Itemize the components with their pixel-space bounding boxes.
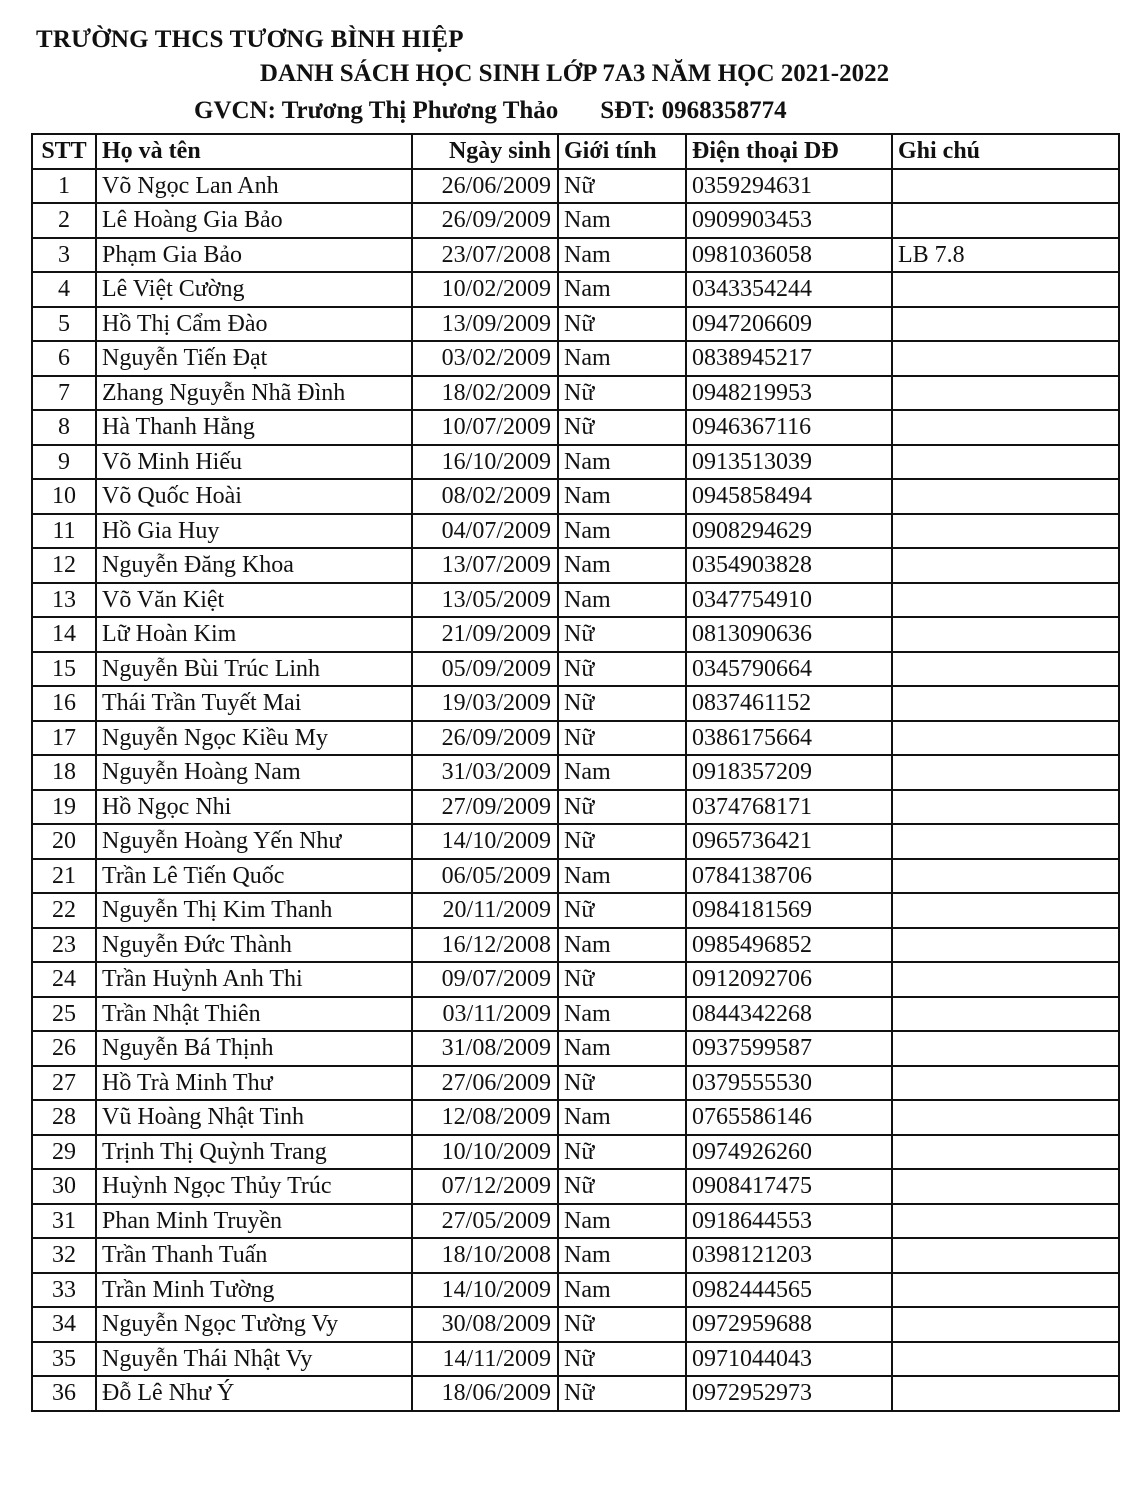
cell-note <box>892 1135 1119 1170</box>
cell-dob: 03/11/2009 <box>412 997 558 1032</box>
cell-note <box>892 997 1119 1032</box>
school-name: TRƯỜNG THCS TƯƠNG BÌNH HIỆP <box>36 26 464 53</box>
table-row <box>32 859 1119 894</box>
cell-stt: 31 <box>32 1204 96 1239</box>
cell-stt: 3 <box>32 238 96 273</box>
cell-dob: 09/07/2009 <box>412 962 558 997</box>
cell-note <box>892 1066 1119 1101</box>
cell-name: Nguyễn Hoàng Yến Như <box>96 824 412 859</box>
cell-name: Hà Thanh Hằng <box>96 410 412 445</box>
cell-gender: Nữ <box>558 307 686 342</box>
cell-note <box>892 686 1119 721</box>
cell-phone: 0844342268 <box>686 997 892 1032</box>
cell-phone: 0379555530 <box>686 1066 892 1101</box>
cell-stt: 30 <box>32 1169 96 1204</box>
cell-stt: 7 <box>32 376 96 411</box>
cell-note <box>892 1031 1119 1066</box>
table-row <box>32 1100 1119 1135</box>
cell-dob: 27/09/2009 <box>412 790 558 825</box>
cell-stt: 32 <box>32 1238 96 1273</box>
cell-dob: 27/06/2009 <box>412 1066 558 1101</box>
cell-dob: 03/02/2009 <box>412 341 558 376</box>
cell-phone: 0982444565 <box>686 1273 892 1308</box>
cell-note <box>892 1238 1119 1273</box>
document-title <box>0 60 1137 88</box>
cell-gender: Nam <box>558 1100 686 1135</box>
cell-gender: Nữ <box>558 1169 686 1204</box>
cell-dob: 26/09/2009 <box>412 203 558 238</box>
cell-gender: Nam <box>558 272 686 307</box>
cell-name: Phan Minh Truyền <box>96 1204 412 1239</box>
cell-dob: 26/06/2009 <box>412 169 558 204</box>
document-title-text: DANH SÁCH HỌC SINH LỚP 7A3 NĂM HỌC 2021-2022 <box>259 60 890 87</box>
cell-stt: 24 <box>32 962 96 997</box>
cell-phone: 0347754910 <box>686 583 892 618</box>
cell-stt: 4 <box>32 272 96 307</box>
cell-stt: 12 <box>32 548 96 583</box>
cell-name: Võ Minh Hiếu <box>96 445 412 480</box>
cell-phone: 0974926260 <box>686 1135 892 1170</box>
column-header-stt: STT <box>32 134 96 169</box>
cell-phone: 0946367116 <box>686 410 892 445</box>
cell-gender: Nữ <box>558 790 686 825</box>
column-header-dob: Ngày sinh <box>412 134 558 169</box>
table-row <box>32 928 1119 963</box>
cell-dob: 13/09/2009 <box>412 307 558 342</box>
cell-dob: 12/08/2009 <box>412 1100 558 1135</box>
cell-stt: 1 <box>32 169 96 204</box>
cell-note <box>892 307 1119 342</box>
cell-note <box>892 1376 1119 1411</box>
table-row <box>32 1066 1119 1101</box>
cell-phone: 0918644553 <box>686 1204 892 1239</box>
cell-gender: Nữ <box>558 1135 686 1170</box>
cell-name: Hồ Gia Huy <box>96 514 412 549</box>
table-row <box>32 824 1119 859</box>
cell-phone: 0343354244 <box>686 272 892 307</box>
cell-name: Nguyễn Đức Thành <box>96 928 412 963</box>
cell-name: Lê Hoàng Gia Bảo <box>96 203 412 238</box>
cell-phone: 0948219953 <box>686 376 892 411</box>
cell-phone: 0909903453 <box>686 203 892 238</box>
table-row <box>32 1238 1119 1273</box>
cell-stt: 2 <box>32 203 96 238</box>
cell-dob: 16/12/2008 <box>412 928 558 963</box>
cell-stt: 6 <box>32 341 96 376</box>
table-row <box>32 1307 1119 1342</box>
cell-gender: Nam <box>558 203 686 238</box>
cell-gender: Nam <box>558 1238 686 1273</box>
cell-phone: 0985496852 <box>686 928 892 963</box>
cell-note <box>892 824 1119 859</box>
cell-name: Trịnh Thị Quỳnh Trang <box>96 1135 412 1170</box>
table-row <box>32 1204 1119 1239</box>
table-row <box>32 1031 1119 1066</box>
cell-gender: Nam <box>558 479 686 514</box>
cell-gender: Nam <box>558 341 686 376</box>
cell-stt: 22 <box>32 893 96 928</box>
cell-gender: Nữ <box>558 686 686 721</box>
table-header-row <box>32 134 1119 169</box>
cell-phone: 0972959688 <box>686 1307 892 1342</box>
cell-name: Hồ Ngọc Nhi <box>96 790 412 825</box>
cell-gender: Nam <box>558 583 686 618</box>
cell-stt: 25 <box>32 997 96 1032</box>
cell-name: Nguyễn Hoàng Nam <box>96 755 412 790</box>
cell-phone: 0981036058 <box>686 238 892 273</box>
cell-name: Nguyễn Thị Kim Thanh <box>96 893 412 928</box>
cell-note <box>892 1169 1119 1204</box>
cell-stt: 18 <box>32 755 96 790</box>
table-row <box>32 755 1119 790</box>
cell-stt: 19 <box>32 790 96 825</box>
cell-name: Võ Văn Kiệt <box>96 583 412 618</box>
cell-phone: 0398121203 <box>686 1238 892 1273</box>
cell-name: Trần Nhật Thiên <box>96 997 412 1032</box>
table-row <box>32 617 1119 652</box>
cell-stt: 14 <box>32 617 96 652</box>
cell-note <box>892 1100 1119 1135</box>
cell-stt: 17 <box>32 721 96 756</box>
cell-note <box>892 514 1119 549</box>
table-row <box>32 721 1119 756</box>
table-row <box>32 652 1119 687</box>
cell-note <box>892 790 1119 825</box>
table-row <box>32 583 1119 618</box>
cell-gender: Nữ <box>558 721 686 756</box>
teacher-phone: SĐT: 0968358774 <box>600 97 787 124</box>
cell-gender: Nữ <box>558 376 686 411</box>
cell-name: Đỗ Lê Như Ý <box>96 1376 412 1411</box>
cell-name: Nguyễn Đăng Khoa <box>96 548 412 583</box>
cell-phone: 0913513039 <box>686 445 892 480</box>
table-body <box>32 169 1119 1411</box>
cell-gender: Nữ <box>558 962 686 997</box>
table-row <box>32 169 1119 204</box>
cell-dob: 19/03/2009 <box>412 686 558 721</box>
cell-name: Trần Huỳnh Anh Thi <box>96 962 412 997</box>
cell-dob: 14/10/2009 <box>412 824 558 859</box>
table-row <box>32 1342 1119 1377</box>
cell-phone: 0374768171 <box>686 790 892 825</box>
column-header-note: Ghi chú <box>892 134 1119 169</box>
cell-note <box>892 721 1119 756</box>
table-row <box>32 997 1119 1032</box>
cell-phone: 0838945217 <box>686 341 892 376</box>
cell-stt: 13 <box>32 583 96 618</box>
table-row <box>32 203 1119 238</box>
cell-phone: 0765586146 <box>686 1100 892 1135</box>
cell-gender: Nữ <box>558 1307 686 1342</box>
cell-stt: 34 <box>32 1307 96 1342</box>
cell-phone: 0947206609 <box>686 307 892 342</box>
cell-gender: Nam <box>558 238 686 273</box>
cell-name: Nguyễn Ngọc Tường Vy <box>96 1307 412 1342</box>
cell-phone: 0784138706 <box>686 859 892 894</box>
homeroom-teacher-line <box>194 97 787 125</box>
cell-stt: 21 <box>32 859 96 894</box>
column-header-phone: Điện thoại DĐ <box>686 134 892 169</box>
cell-dob: 04/07/2009 <box>412 514 558 549</box>
student-roster-table <box>31 133 1120 1412</box>
table-row <box>32 1135 1119 1170</box>
cell-phone: 0937599587 <box>686 1031 892 1066</box>
cell-dob: 18/06/2009 <box>412 1376 558 1411</box>
table-row <box>32 1376 1119 1411</box>
cell-stt: 16 <box>32 686 96 721</box>
cell-dob: 10/02/2009 <box>412 272 558 307</box>
cell-name: Hồ Trà Minh Thư <box>96 1066 412 1101</box>
table-row <box>32 514 1119 549</box>
cell-phone: 0813090636 <box>686 617 892 652</box>
table-row <box>32 410 1119 445</box>
cell-note <box>892 376 1119 411</box>
cell-dob: 30/08/2009 <box>412 1307 558 1342</box>
cell-note <box>892 755 1119 790</box>
table-row <box>32 686 1119 721</box>
cell-dob: 23/07/2008 <box>412 238 558 273</box>
homeroom-teacher: GVCN: Trương Thị Phương Thảo <box>194 97 559 124</box>
cell-dob: 06/05/2009 <box>412 859 558 894</box>
table-row <box>32 479 1119 514</box>
cell-stt: 8 <box>32 410 96 445</box>
cell-stt: 33 <box>32 1273 96 1308</box>
cell-name: Trần Lê Tiến Quốc <box>96 859 412 894</box>
cell-note <box>892 479 1119 514</box>
cell-gender: Nữ <box>558 1342 686 1377</box>
table-row <box>32 893 1119 928</box>
cell-dob: 31/08/2009 <box>412 1031 558 1066</box>
cell-name: Zhang Nguyễn Nhã Đình <box>96 376 412 411</box>
column-header-name: Họ và tên <box>96 134 412 169</box>
cell-dob: 20/11/2009 <box>412 893 558 928</box>
cell-name: Hồ Thị Cẩm Đào <box>96 307 412 342</box>
table-row <box>32 1273 1119 1308</box>
cell-note <box>892 859 1119 894</box>
cell-name: Vũ Hoàng Nhật Tinh <box>96 1100 412 1135</box>
cell-note <box>892 272 1119 307</box>
cell-gender: Nữ <box>558 1376 686 1411</box>
cell-name: Trần Thanh Tuấn <box>96 1238 412 1273</box>
cell-stt: 23 <box>32 928 96 963</box>
cell-gender: Nam <box>558 514 686 549</box>
cell-phone: 0945858494 <box>686 479 892 514</box>
cell-stt: 28 <box>32 1100 96 1135</box>
cell-note <box>892 583 1119 618</box>
cell-name: Võ Quốc Hoài <box>96 479 412 514</box>
cell-dob: 13/07/2009 <box>412 548 558 583</box>
cell-stt: 36 <box>32 1376 96 1411</box>
cell-dob: 14/10/2009 <box>412 1273 558 1308</box>
cell-dob: 26/09/2009 <box>412 721 558 756</box>
cell-name: Huỳnh Ngọc Thủy Trúc <box>96 1169 412 1204</box>
cell-gender: Nam <box>558 997 686 1032</box>
table-row <box>32 238 1119 273</box>
cell-stt: 15 <box>32 652 96 687</box>
cell-dob: 21/09/2009 <box>412 617 558 652</box>
cell-dob: 08/02/2009 <box>412 479 558 514</box>
cell-dob: 27/05/2009 <box>412 1204 558 1239</box>
cell-note <box>892 652 1119 687</box>
cell-gender: Nữ <box>558 824 686 859</box>
cell-name: Võ Ngọc Lan Anh <box>96 169 412 204</box>
table-row <box>32 445 1119 480</box>
table-row <box>32 341 1119 376</box>
cell-note: LB 7.8 <box>892 238 1119 273</box>
table-row <box>32 376 1119 411</box>
table-row <box>32 307 1119 342</box>
cell-name: Trần Minh Tường <box>96 1273 412 1308</box>
cell-phone: 0908417475 <box>686 1169 892 1204</box>
cell-stt: 20 <box>32 824 96 859</box>
cell-gender: Nữ <box>558 1066 686 1101</box>
table-row <box>32 548 1119 583</box>
cell-dob: 18/02/2009 <box>412 376 558 411</box>
cell-note <box>892 962 1119 997</box>
cell-note <box>892 203 1119 238</box>
table-row <box>32 272 1119 307</box>
cell-note <box>892 169 1119 204</box>
cell-note <box>892 548 1119 583</box>
cell-gender: Nam <box>558 1273 686 1308</box>
cell-note <box>892 410 1119 445</box>
cell-note <box>892 928 1119 963</box>
cell-gender: Nam <box>558 755 686 790</box>
cell-gender: Nam <box>558 445 686 480</box>
cell-name: Nguyễn Thái Nhật Vy <box>96 1342 412 1377</box>
cell-gender: Nam <box>558 1204 686 1239</box>
cell-note <box>892 1273 1119 1308</box>
cell-phone: 0354903828 <box>686 548 892 583</box>
cell-name: Nguyễn Ngọc Kiều My <box>96 721 412 756</box>
column-header-gender: Giới tính <box>558 134 686 169</box>
cell-name: Phạm Gia Bảo <box>96 238 412 273</box>
cell-phone: 0984181569 <box>686 893 892 928</box>
cell-note <box>892 1342 1119 1377</box>
cell-phone: 0837461152 <box>686 686 892 721</box>
cell-phone: 0386175664 <box>686 721 892 756</box>
cell-name: Lữ Hoàn Kim <box>96 617 412 652</box>
cell-gender: Nữ <box>558 410 686 445</box>
cell-stt: 11 <box>32 514 96 549</box>
cell-dob: 10/10/2009 <box>412 1135 558 1170</box>
cell-note <box>892 1204 1119 1239</box>
cell-dob: 05/09/2009 <box>412 652 558 687</box>
table-row <box>32 962 1119 997</box>
cell-phone: 0345790664 <box>686 652 892 687</box>
cell-gender: Nữ <box>558 893 686 928</box>
table-row <box>32 790 1119 825</box>
cell-gender: Nữ <box>558 169 686 204</box>
cell-phone: 0965736421 <box>686 824 892 859</box>
cell-gender: Nam <box>558 928 686 963</box>
cell-gender: Nữ <box>558 617 686 652</box>
cell-stt: 27 <box>32 1066 96 1101</box>
cell-name: Thái Trần Tuyết Mai <box>96 686 412 721</box>
cell-note <box>892 893 1119 928</box>
cell-name: Lê Việt Cường <box>96 272 412 307</box>
cell-note <box>892 617 1119 652</box>
cell-phone: 0359294631 <box>686 169 892 204</box>
cell-gender: Nam <box>558 548 686 583</box>
cell-stt: 29 <box>32 1135 96 1170</box>
cell-note <box>892 341 1119 376</box>
cell-name: Nguyễn Bá Thịnh <box>96 1031 412 1066</box>
cell-note <box>892 1307 1119 1342</box>
cell-dob: 16/10/2009 <box>412 445 558 480</box>
cell-dob: 18/10/2008 <box>412 1238 558 1273</box>
cell-dob: 31/03/2009 <box>412 755 558 790</box>
cell-name: Nguyễn Tiến Đạt <box>96 341 412 376</box>
cell-dob: 14/11/2009 <box>412 1342 558 1377</box>
cell-phone: 0912092706 <box>686 962 892 997</box>
cell-stt: 35 <box>32 1342 96 1377</box>
cell-phone: 0918357209 <box>686 755 892 790</box>
cell-dob: 13/05/2009 <box>412 583 558 618</box>
cell-gender: Nam <box>558 859 686 894</box>
cell-dob: 10/07/2009 <box>412 410 558 445</box>
cell-phone: 0972952973 <box>686 1376 892 1411</box>
cell-note <box>892 445 1119 480</box>
cell-stt: 5 <box>32 307 96 342</box>
cell-dob: 07/12/2009 <box>412 1169 558 1204</box>
cell-stt: 9 <box>32 445 96 480</box>
cell-phone: 0971044043 <box>686 1342 892 1377</box>
cell-gender: Nữ <box>558 652 686 687</box>
cell-phone: 0908294629 <box>686 514 892 549</box>
cell-stt: 10 <box>32 479 96 514</box>
table-row <box>32 1169 1119 1204</box>
cell-name: Nguyễn Bùi Trúc Linh <box>96 652 412 687</box>
cell-stt: 26 <box>32 1031 96 1066</box>
cell-gender: Nam <box>558 1031 686 1066</box>
